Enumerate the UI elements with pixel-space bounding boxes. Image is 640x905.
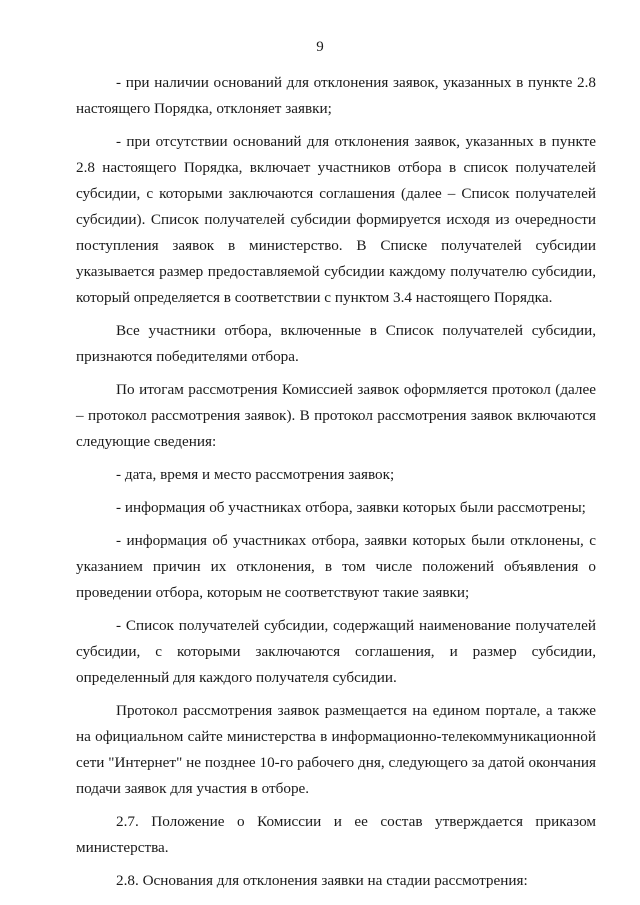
paragraph-section-2-8: 2.8. Основания для отклонения заявки на стадии рассмотрения: (116, 872, 528, 889)
page-number: 9 (316, 39, 324, 55)
paragraph-winners: Все участники отбора, включенные в Список получателей субсидии, признаются победителями отбора. (76, 322, 596, 365)
paragraph-rejection-grounds-present: - при наличии оснований для отклонения заявок, указанных в пункте 2.8 настоящего Порядка, отклоняет заявки; (76, 74, 596, 117)
paragraph-protocol-item-rejected: - информация об участниках отбора, заявки которых были отклонены, с указанием причин их отклонения, в том числе положений объявления о проведении отбора, которым не соответствуют такие заявки; (76, 532, 596, 601)
paragraph-recipient-list: - при отсутствии оснований для отклонения заявок, указанных в пункте 2.8 настоящего Порядка, включает участников отбора в список получателей субсидии, с которыми заключаются соглашения (далее – Список получателей субсидии). Список получателей субсидии формируется исходя из очередности поступления заявок в министерство. В Списке получателей субсидии указывается размер предоставляемой субсидии каждому получателю субсидии, который определяется в соответствии с пунктом 3.4 настоящего Порядка. (76, 133, 596, 306)
paragraph-protocol-publication: Протокол рассмотрения заявок размещается на едином портале, а также на официальном сайте министерства в информационно-телекоммуникационной сети "Интернет" не позднее 10-го рабочего дня, следующего за датой окончания подачи заявок для участия в отборе. (76, 702, 596, 797)
paragraph-section-2-7: 2.7. Положение о Комиссии и ее состав утверждается приказом министерства. (76, 813, 596, 856)
document-body (76, 70, 596, 901)
paragraph-protocol-item-list: - Список получателей субсидии, содержащий наименование получателей субсидии, с которыми заключаются соглашения, и размер субсидии, определенный для каждого получателя субсидии. (76, 617, 596, 686)
paragraph-protocol-item-date: - дата, время и место рассмотрения заявок; (116, 466, 395, 483)
paragraph-protocol-item-reviewed: - информация об участниках отбора, заявки которых были рассмотрены; (116, 499, 586, 516)
paragraph-protocol: По итогам рассмотрения Комиссией заявок оформляется протокол (далее – протокол рассмотрения заявок). В протокол рассмотрения заявок включаются следующие сведения: (76, 381, 596, 450)
